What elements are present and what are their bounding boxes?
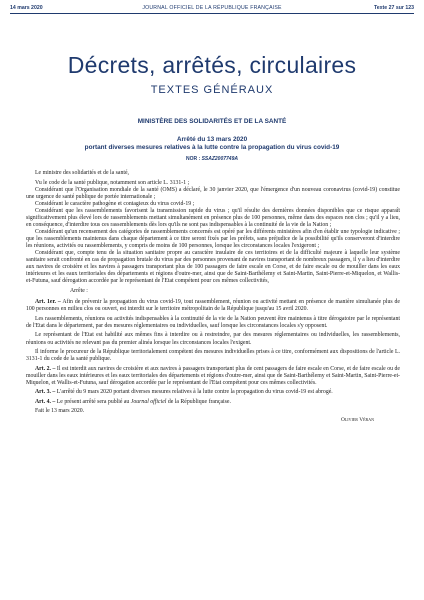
article-4 [26, 399, 400, 406]
arrete-title [40, 136, 384, 153]
nor-label: NOR : [186, 156, 201, 162]
document-body [26, 170, 400, 424]
done-at: Fait le 13 mars 2020. [35, 407, 85, 414]
header-text-ref: Texte 27 sur 123 [374, 5, 414, 11]
article-1-paragraph: Il informe le procureur de la République territorialement compétent des mesures individuelles prises à ce titre, conformément aux dispositions de l'article L. 3131-1 du code de la santé publique. [26, 349, 400, 363]
arrete-word: Arrête : [70, 288, 88, 295]
article-text: Il est interdit aux navires de croisière et aux navires à passagers transportant plus de cent passagers de faire escale en Corse, et de faire escale ou de mouiller dans les eaux intérieures et les eaux territoriales des départements et régions d'outre-mer, ainsi que de Saint-Barthélemy et Saint-Martin, Saint-Pierre-et-Miquelon, et Wallis-et-Futuna, sauf dérogation accordée par le représentant de l'Etat compétent pour ces mêmes collectivités. [26, 365, 400, 386]
signature: Olivier Véran [340, 416, 374, 423]
paragraph: Considérant qu'un recensement des catégories de rassemblements concernés est opéré par les différents ministères afin d'en établir une typologie indicative ; que les rassemblements maintenus dans chaque département à ce titre seront fixés par les préfets, sans préjudice de la possibilité qu'ils conserveront d'interdire les réunions, activités ou rassemblements, y compris de moins de 100 personnes, lorsque les circonstances locales l'exigeront ; [26, 228, 400, 249]
header-date: 14 mars 2020 [10, 5, 43, 11]
article-2 [26, 366, 400, 387]
paragraph: Le ministre des solidarités et de la santé, [35, 170, 130, 176]
article-text: Afin de prévenir la propagation du virus covid-19, tout rassemblement, réunion ou activité mettant en présence de manière simultanée plus de 100 personnes en milieu clos ou ouvert, est interdit sur le territoire métropolitain de la République jusqu'au 15 avril 2020. [26, 299, 400, 313]
nor-value: SSAZ2007749A [201, 156, 238, 162]
paragraph: Considérant le caractère pathogène et contagieux du virus covid-19 ; [35, 200, 195, 207]
article-label: Art. 3. – [35, 389, 56, 396]
paragraph: Considérant que l'Organisation mondiale de la santé (OMS) a déclaré, le 30 janvier 2020, que l'émergence d'un nouveau coronavirus (covid-19) constitue une urgence de santé publique de portée internationale ; [26, 186, 400, 200]
article-label: Art. 2. – [35, 365, 56, 372]
article-text: L'arrêté du 9 mars 2020 portant diverses mesures relatives à la lutte contre la propagation du virus covid-19 est abrogé. [56, 389, 333, 396]
article-text-before: Le présent arrêté sera publié au [56, 398, 131, 405]
article-1-paragraph: Les rassemblements, réunions ou activités indispensables à la continuité de la vie de la Nation peuvent être maintenus à titre dérogatoire par le représentant de l'Etat dans le département, par des mesures réglementaires ou individuelles, sauf lorsque les circonstances locales s'y opposent. [26, 315, 400, 329]
paragraph: Vu le code de la santé publique, notamment son article L. 3131-1 ; [35, 179, 190, 186]
page-title: Décrets, arrêtés, circulaires [67, 52, 357, 78]
section-title: TEXTES GÉNÉRAUX [150, 84, 274, 96]
ministry-heading: MINISTÈRE DES SOLIDARITÉS ET DE LA SANTÉ [137, 118, 287, 125]
article-label: Art. 4. – [35, 398, 56, 405]
article-label: Art. 1er. – [35, 299, 61, 306]
arrete-title-line1: Arrêté du 13 mars 2020 [176, 136, 248, 143]
paragraph: Considérant que les rassemblements favorisent la transmission rapide du virus ; qu'il résulte des dernières données disponibles que ce risque apparaît significativement plus élevé lors de rassemblements mettant simultanément en présence plus de 100 personnes, même dans des espaces non clos ; qu'il y a lieu, en conséquence, d'interdire tous ces rassemblements dès lors qu'ils ne sont pas indispensables à la continuité de la vie de la Nation ; [26, 207, 400, 228]
header-divider [10, 13, 414, 14]
paragraph: Considérant que, compte tenu de la situation sanitaire propre au caractère insulaire de ces territoires et de la difficulté majeure à laquelle leur système sanitaire serait confronté en cas de propagation brutale du virus par des personnes provenant de navires transportant de nombreux passagers, il y a lieu d'interdire aux navires de croisière et les navires à passagers transportant plus de 100 passagers de faire escale en Corse, et de faire escale ou de mouiller dans les eaux intérieures et les eaux territoriales des départements et régions d'outre-mer, ainsi que de Saint-Barthélemy et Saint-Martin, Saint-Pierre-et-Miquelon, et Wallis-et-Futuna, sauf dérogation accordée par le représentant de l'Etat compétent pour ces mêmes collectivités, [26, 250, 400, 285]
article-1-paragraph: Le représentant de l'Etat est habilité aux mêmes fins à interdire ou à restreindre, par des mesures réglementaires ou individuelles, les rassemblements, réunions ou activités ne relevant pas du premier alinéa lorsque les circonstances locales l'exigent. [26, 332, 400, 346]
header-journal: JOURNAL OFFICIEL DE LA RÉPUBLIQUE FRANÇAISE [142, 5, 282, 11]
article-1 [26, 299, 400, 313]
article-3 [26, 389, 400, 396]
journal-officiel-italic: Journal officiel [130, 398, 167, 405]
arrete-title-line2: portant diverses mesures relatives à la lutte contre la propagation du virus covid-19 [84, 144, 340, 152]
nor-reference [0, 156, 424, 162]
article-text-after: de la République française. [166, 398, 231, 405]
